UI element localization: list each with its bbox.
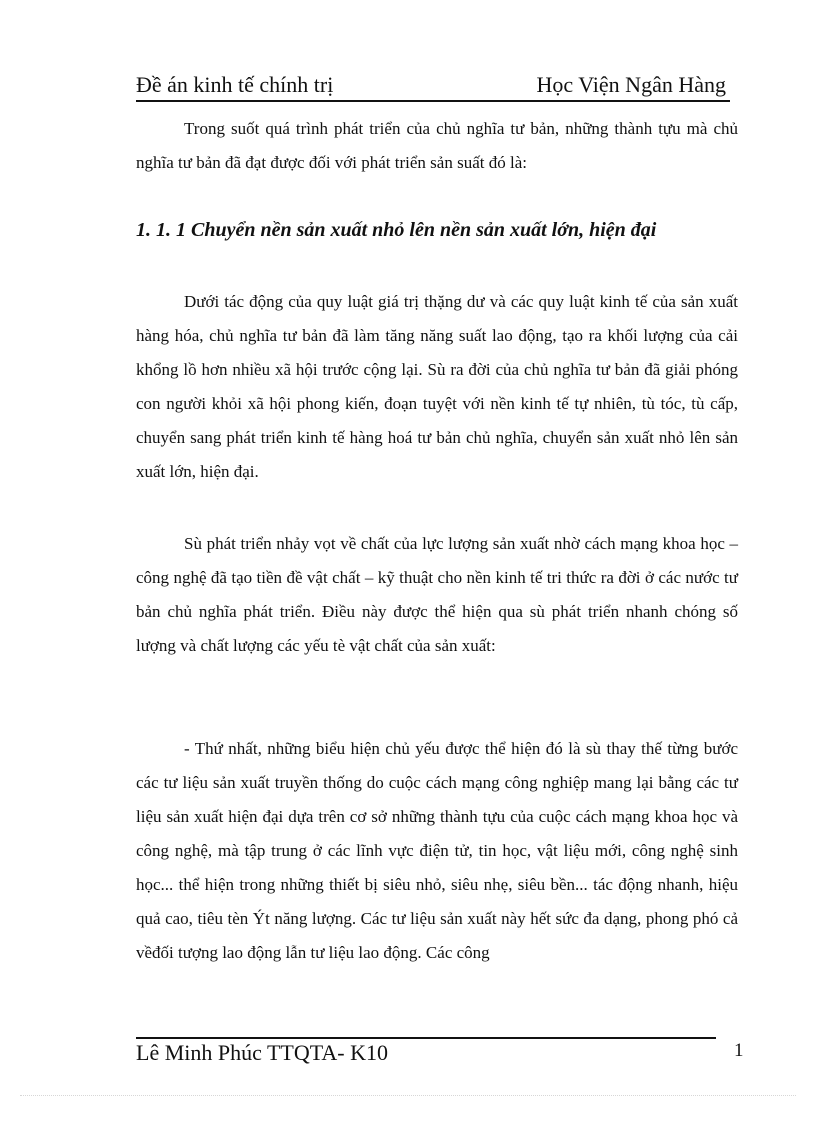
page-edge-divider	[20, 1095, 796, 1096]
header-institution: Học Viện Ngân Hàng	[536, 72, 726, 97]
intro-paragraph-block	[136, 112, 738, 180]
paragraph-3: - Thứ nhất, những biểu hiện chủ yếu được thể hiện đó là sù thay thế từng bước các tư liệu sản xuất truyền thống do cuộc cách mạng công nghiệp mang lại bằng các tư liệu sản xuất hiện đại dựa trên cơ sở những thành tựu của cuộc cách mạng khoa học và công nghệ, mà tập trung ở các lĩnh vực điện tử, tin học, vật liệu mới, công nghệ sinh học... thể hiện trong những thiết bị siêu nhỏ, siêu nhẹ, siêu bền... tác động nhanh, hiệu quả cao, tiêu tèn Ýt năng lượng. Các tư liệu sản xuất này hết sức đa dạng, phong phó cả vềđối tượng lao động lẫn tư liệu lao động. Các công	[136, 739, 738, 962]
section-heading: 1. 1. 1 Chuyển nền sản xuất nhỏ lên nền sản xuất lớn, hiện đại	[136, 219, 657, 241]
paragraph-block-2	[136, 527, 738, 663]
page-number: 1	[734, 1040, 744, 1061]
intro-paragraph: Trong suốt quá trình phát triển của chủ nghĩa tư bản, những thành tựu mà chủ nghĩa tư bản đã đạt được đối với phát triển sản suất đó là:	[136, 119, 738, 172]
paragraph-block-1	[136, 285, 738, 489]
page-header	[136, 72, 730, 102]
footer-divider	[136, 1037, 716, 1039]
header-document-title: Đề án kinh tế chính trị	[136, 72, 334, 97]
paragraph-1: Dưới tác động của quy luật giá trị thặng dư và các quy luật kinh tế của sản xuất hàng hóa, chủ nghĩa tư bản đã làm tăng năng suất lao động, tạo ra khối lượng của cải khổng lồ hơn nhiều xã hội trước cộng lại. Sù ra đời của chủ nghĩa tư bản đã giải phóng con người khỏi xã hội phong kiến, đoạn tuyệt với nền kinh tế tự nhiên, tù tóc, tù cấp, chuyển sang phát triển kinh tế hàng hoá tư bản chủ nghĩa, chuyển sản xuất nhỏ lên sản xuất lớn, hiện đại.	[136, 292, 738, 481]
footer-author: Lê Minh Phúc TTQTA- K10	[136, 1040, 389, 1065]
paragraph-block-3	[136, 732, 738, 970]
paragraph-2: Sù phát triển nhảy vọt về chất của lực lượng sản xuất nhờ cách mạng khoa học – công nghệ đã tạo tiền đề vật chất – kỹ thuật cho nền kinh tế tri thức ra đời ở các nước tư bản chủ nghĩa phát triển. Điều này được thể hiện qua sù phát triển nhanh chóng số lượng và chất lượng các yếu tè vật chất của sản xuất:	[136, 534, 738, 655]
